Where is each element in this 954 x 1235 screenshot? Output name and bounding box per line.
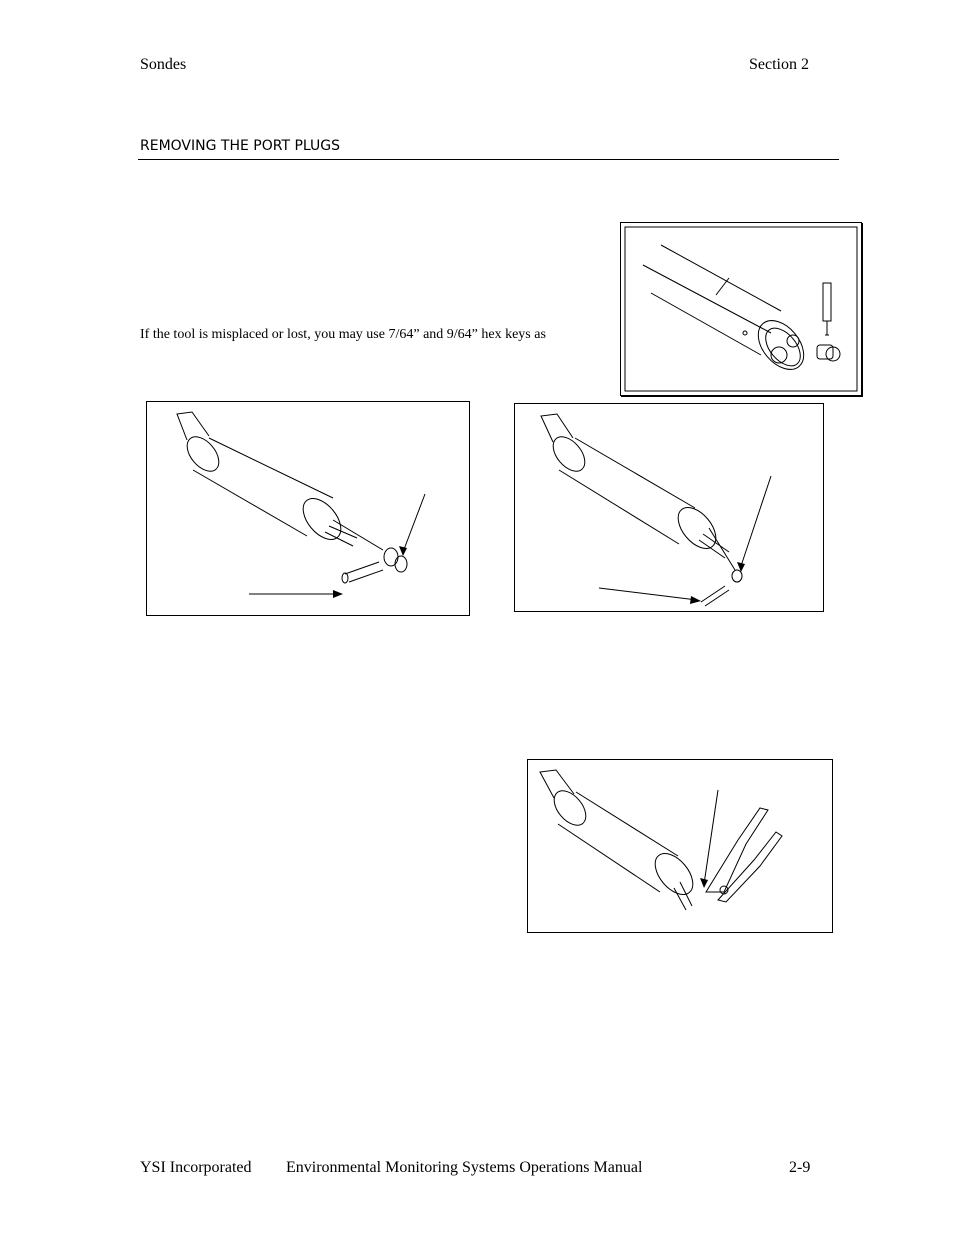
figure-remove-small-plug [514,403,824,612]
header-left: Sondes [140,56,187,73]
footer-page-number: 2-9 [789,1159,811,1176]
footer-company: YSI Incorporated [140,1159,252,1176]
figure-remove-large-plug [146,401,470,616]
sonde-port-plug-pliers-illustration [528,760,832,932]
sonde-large-port-plug-hex-tool-illustration [147,402,469,615]
sonde-bulkhead-port-plug-tool-illustration [621,223,861,395]
body-text: If the tool is misplaced or lost, you may use 7/64” and 9/64” hex keys as [140,327,546,342]
figure-remove-plug-pliers [527,759,833,933]
section-divider [138,159,839,160]
sonde-small-port-plug-hex-tool-illustration [515,404,823,611]
figure-sonde-end-with-tool [620,222,862,396]
header-right: Section 2 [749,56,809,73]
footer-manual-title: Environmental Monitoring Systems Operations Manual [286,1159,643,1176]
section-title: REMOVING THE PORT PLUGS [140,138,340,154]
